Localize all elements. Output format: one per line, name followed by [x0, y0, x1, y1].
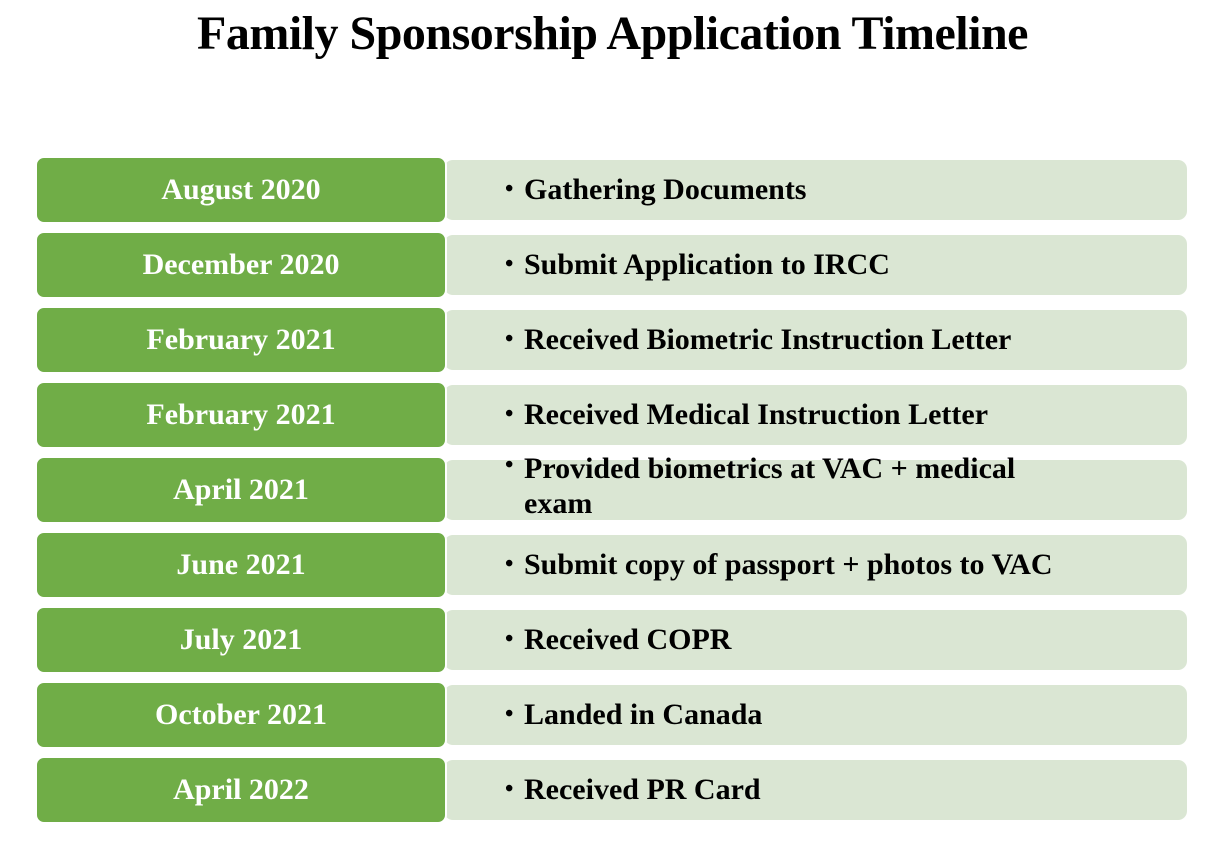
date-box: February 2021 — [35, 306, 447, 374]
event-text: Received Medical Instruction Letter — [524, 397, 989, 431]
page-title: Family Sponsorship Application Timeline — [197, 7, 1028, 60]
timeline-row — [35, 156, 1187, 224]
event-item — [505, 381, 1105, 449]
bullet-icon: • — [505, 326, 514, 353]
event-text: Submit Application to IRCC — [524, 247, 890, 281]
event-item — [505, 606, 1105, 674]
event-text: Landed in Canada — [524, 697, 763, 731]
date-box: August 2020 — [35, 156, 447, 224]
bullet-icon: • — [505, 701, 514, 728]
timeline-row — [35, 381, 1187, 449]
event-item — [505, 531, 1105, 599]
event-item — [505, 681, 1105, 749]
bullet-icon: • — [505, 176, 514, 203]
timeline-row — [35, 756, 1187, 824]
date-box: October 2021 — [35, 681, 447, 749]
event-text: Received PR Card — [524, 772, 761, 806]
timeline-row — [35, 606, 1187, 674]
bullet-icon: • — [505, 776, 514, 803]
timeline-row — [35, 531, 1187, 599]
date-box: April 2022 — [35, 756, 447, 824]
date-box: July 2021 — [35, 606, 447, 674]
bullet-icon: • — [505, 626, 514, 653]
bullet-icon: • — [505, 551, 514, 578]
date-box: April 2021 — [35, 456, 447, 524]
timeline-row — [35, 452, 1187, 524]
event-text: Gathering Documents — [524, 172, 807, 206]
bullet-icon: • — [505, 401, 514, 428]
event-item — [505, 452, 1105, 520]
event-text: Received COPR — [524, 622, 732, 656]
event-item — [505, 156, 1105, 224]
date-box: June 2021 — [35, 531, 447, 599]
bullet-icon: • — [505, 452, 514, 478]
event-text: Received Biometric Instruction Letter — [524, 322, 1012, 356]
date-box: December 2020 — [35, 231, 447, 299]
date-box: February 2021 — [35, 381, 447, 449]
bullet-icon: • — [505, 251, 514, 278]
event-item — [505, 306, 1105, 374]
timeline-row — [35, 306, 1187, 374]
timeline — [35, 156, 1187, 831]
event-text: Submit copy of passport + photos to VAC — [524, 547, 1053, 581]
timeline-row — [35, 681, 1187, 749]
event-text: Provided biometrics at VAC + medical exam — [524, 452, 1016, 520]
event-item — [505, 231, 1105, 299]
event-item — [505, 756, 1105, 824]
timeline-row — [35, 231, 1187, 299]
